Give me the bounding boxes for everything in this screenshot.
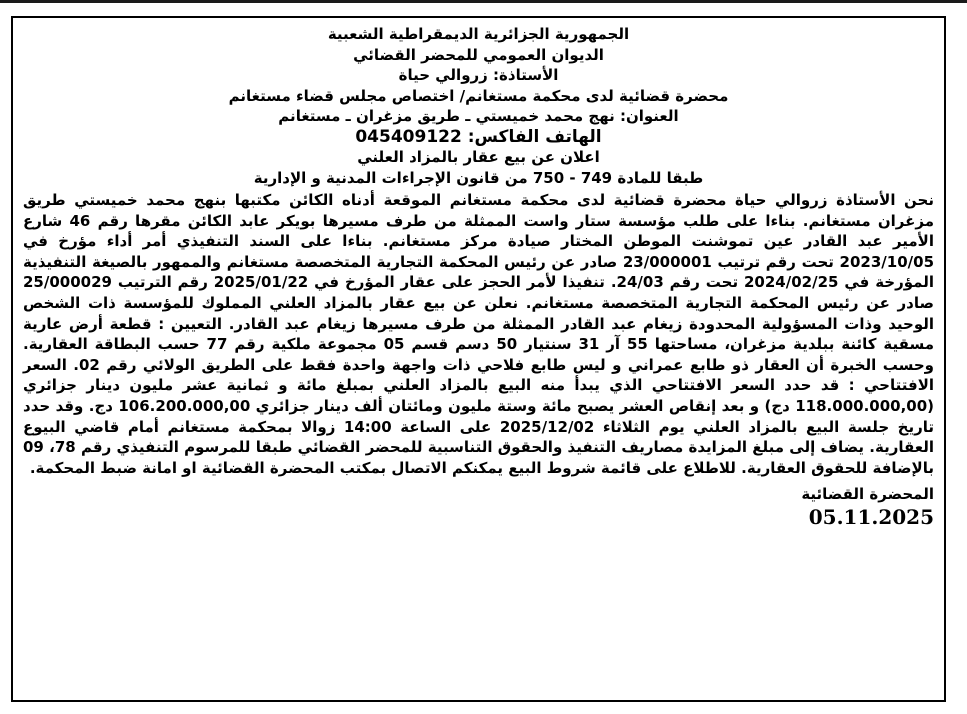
jurisdiction: محضرة قضائية لدى محكمة مستغانم/ اختصاص مجلس قضاء مستغانم bbox=[228, 86, 729, 105]
republic-title: الجمهورية الجزائرية الديمقراطية الشعبية bbox=[327, 25, 630, 43]
legal-basis: طبقا للمادة 749 - 750 من قانون الإجراءات المدنية و الإدارية bbox=[253, 168, 704, 187]
phone-fax: الهاتف الفاكس: 045409122 bbox=[355, 126, 602, 147]
bailiff-name: الأستاذة: زروالي حياة bbox=[398, 66, 559, 84]
top-rule bbox=[0, 0, 967, 3]
address: العنوان: نهج محمد خميستي ـ طريق مزغران ـ مستغانم bbox=[278, 107, 679, 125]
notice-date: 05.11.2025 bbox=[808, 505, 934, 530]
notice-title: اعلان عن بيع عقار بالمزاد العلني bbox=[357, 148, 600, 166]
office-title: الديوان العمومي للمحضر القضائي bbox=[353, 45, 604, 64]
notice-body bbox=[23, 190, 934, 478]
date-row bbox=[23, 505, 934, 529]
auction-notice bbox=[11, 16, 946, 702]
notice-header bbox=[23, 24, 934, 188]
notice-paragraph: نحن الأستاذة زروالي حياة محضرة قضائية لدى محكمة مستغانم الموقعة أدناه الكائن مكتبها بنهج محمد خميستي طريق مزغران مستغانم. بناءا على طلب مؤسسة ستار واست الممثلة من طرف مسيرها بويكر عابد الكائن مقرها رقم 46 شارع الأمير عبد القادر عين تموشنت الموطن المختار صيادة مركز مستغانم. بناءا على السند التنفيذي أمر أداء مؤرخ في 2023/10/05 تحت رقم ترتيب 23/000001 صادر عن رئيس المحكمة التجارية المتخصصة مستغانم والممهور بالصيغة التنفيذية المؤرخة في 2024/02/25 تحت رقم 24/03. تنفيذا لأمر الحجز على عقار المؤرخ في 2025/01/22 رقم الترتيب 25/000029 صادر عن رئيس المحكمة التجارية المتخصصة مستغانم. نعلن عن بيع عقار بالمزاد العلني المملوك للمؤسسة ذات الشخص الوحيد وذات المسؤولية المحدودة زيغام عبد القادر الممثلة من طرف مسيرها زيغام عبد القادر. التعيين : قطعة أرض عارية مسقية كائنة ببلدية مزغران، مساحتها 55 آر 31 سنتيار 50 دسم قسم 05 مجموعة ملكية رقم 77 حسب البطاقة العقارية. وحسب الخبرة أن العقار ذو طابع عمراني و ليس طابع فلاحي ذات واجهة واحدة فقط على الطريق الولائي رقم 02. السعر الافتتاحي : قد حدد السعر الافتتاحي الذي يبدأ منه البيع بالمزاد العلني بمبلغ مائة و ثمانية عشر مليون دينار جزائري (118.000.000,00 دج) و بعد إنقاص العشر يصبح مائة وستة مليون ومائتان ألف دينار جزائري 106.200.000,00 دج. وقد حدد تاريخ جلسة البيع بالمزاد العلني يوم الثلاثاء 2025/12/02 على الساعة 14:00 زوالا بمحكمة مستغانم أمام قاضي البيوع العقارية. يضاف إلى مبلغ المزايدة مصاريف التنفيذ والحقوق التناسبية للمحضر القضائي طبقا للمرسوم التنفيذي رقم 78، 09 بالإضافة للحقوق العقارية. للاطلاع على قائمة شروط البيع يمكنكم الاتصال بمكتب المحضرة القضائية او امانة ضبط المحكمة. bbox=[23, 191, 935, 477]
signature: المحضرة القضائية bbox=[801, 485, 934, 504]
